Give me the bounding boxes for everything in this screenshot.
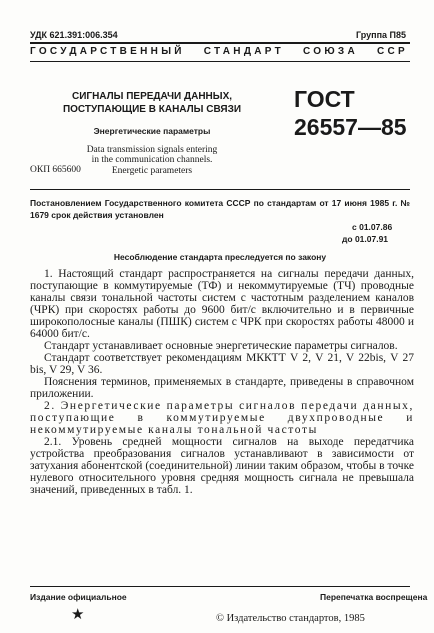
footer-rule bbox=[30, 586, 410, 587]
date-to: до 01.07.91 bbox=[342, 234, 389, 244]
decree-text: Постановлением Государственного комитета СССР по стандартам от 17 июня 1985 г. № 1679 срок действия установлен bbox=[30, 198, 410, 220]
gost-number: 26557—85 bbox=[294, 114, 407, 140]
udk-code: УДК 621.391:006.354 bbox=[30, 30, 118, 40]
paragraph-power-level: 2.1. Уровень средней мощности сигналов на выходе передатчика устройства преобразования сигналов устанавливают в зависимости от затухания абонентской (соединительной) линии таким образом, чтобы в точке нулевого относительного уровня средняя мощность сигнала не превышала значений, приведенных в табл. 1. bbox=[30, 436, 414, 496]
paragraph-recommendations: Стандарт соответствует рекомендациям МККТТ V 2, V 21, V 22bis, V 27 bis, V 29, V 36. bbox=[30, 352, 414, 376]
official-edition: Издание официальное bbox=[30, 592, 127, 602]
body-text bbox=[30, 268, 414, 496]
subtitle-russian: Энергетические параметры bbox=[93, 126, 211, 136]
paragraph-terms: Пояснения терминов, применяемых в стандарте, приведены в справочном приложении. bbox=[30, 376, 414, 400]
title-russian: СИГНАЛЫ ПЕРЕДАЧИ ДАННЫХ, ПОСТУПАЮЩИЕ В КАНАЛЫ СВЯЗИ bbox=[62, 91, 242, 115]
title-english: Data transmission signals entering in the communication channels. Energetic parameters bbox=[86, 144, 218, 176]
section-heading: 2. Энергетические параметры сигналов передачи данных, поступающие в коммутируемые двухпроводные и некоммутируемые каналы тональной частоты bbox=[30, 400, 414, 436]
header-rule bbox=[30, 61, 410, 62]
paragraph-scope: 1. Настоящий стандарт распространяется на сигналы передачи данных, поступающие в коммутируемые (ТФ) и некоммутируемые (ТЧ) проводные каналы связи тональной частоты систем с частотным разделением каналов (ЧРК) при скоростях работы до 9600 бит/с включительно и в первичные широкополосные каналы (ПШК) систем с ЧРК при скоростях работы 48000 и 64000 бит/с. bbox=[30, 268, 414, 340]
top-rule bbox=[30, 42, 410, 44]
standard-name: ГОСУДАРСТВЕННЫЙ СТАНДАРТ СОЮЗА ССР bbox=[30, 46, 408, 57]
date-from: с 01.07.86 bbox=[352, 222, 393, 232]
title-block bbox=[52, 80, 252, 186]
copyright: © Издательство стандартов, 1985 bbox=[216, 613, 365, 624]
paragraph-parameters: Стандарт устанавливает основные энергетические параметры сигналов. bbox=[44, 340, 398, 352]
reprint-prohibited: Перепечатка воспрещена bbox=[320, 592, 428, 602]
star-icon: ★ bbox=[71, 606, 85, 623]
gost-label: ГОСТ bbox=[294, 86, 355, 112]
separator-rule bbox=[30, 189, 410, 190]
group-code: Группа П85 bbox=[356, 30, 407, 40]
legal-notice: Несоблюдение стандарта преследуется по закону bbox=[113, 252, 327, 262]
okp-code: ОКП 665600 bbox=[30, 165, 81, 175]
